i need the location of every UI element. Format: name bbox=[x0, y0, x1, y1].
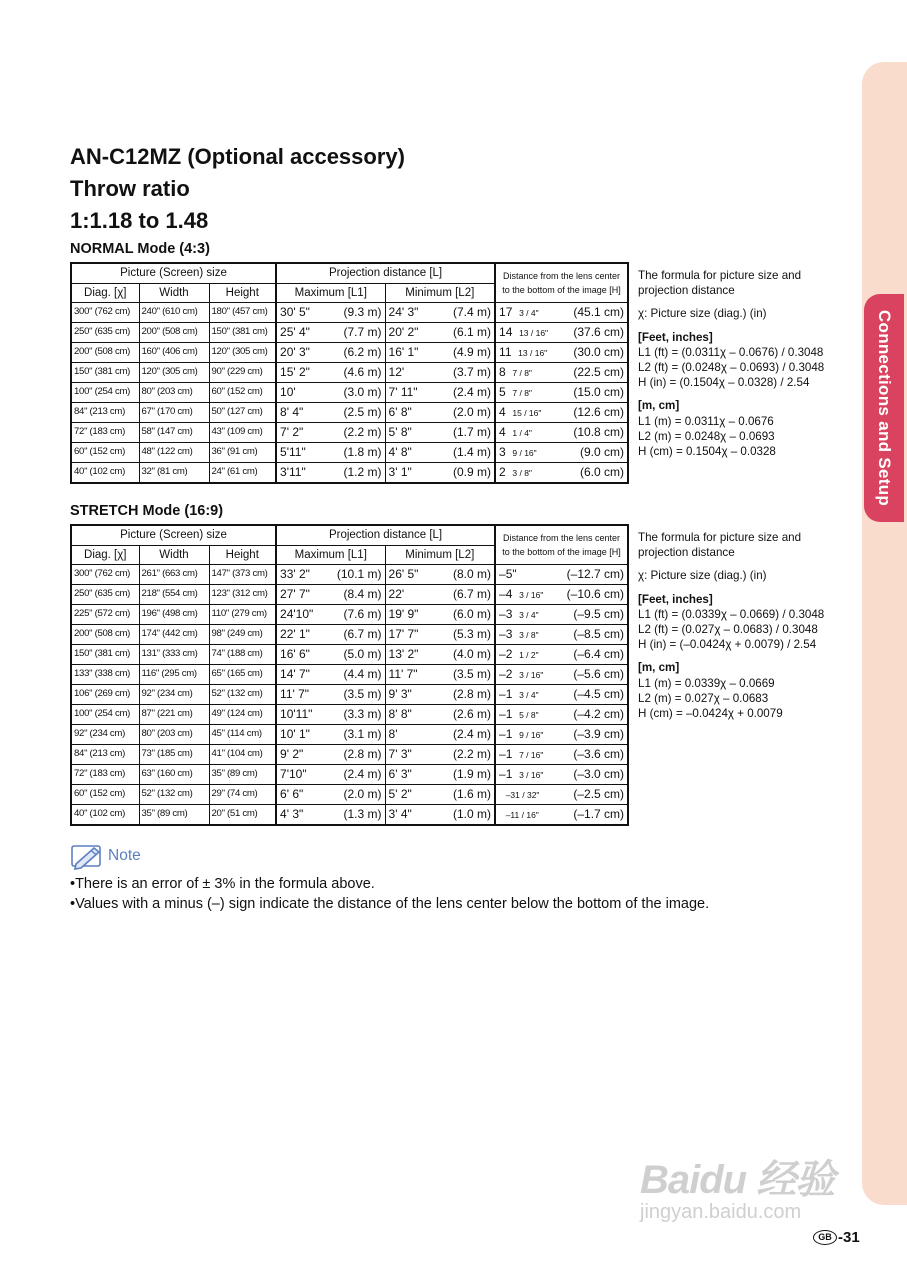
table-row bbox=[71, 764, 628, 784]
lens-distance-cell: 11 13 / 16" (30.0 cm) bbox=[495, 342, 628, 362]
width-cell: 48" (122 cm) bbox=[139, 442, 209, 462]
width-cell: 116" (295 cm) bbox=[139, 664, 209, 684]
diag-cell: 92" (234 cm) bbox=[71, 724, 139, 744]
max-distance-cell: 16' 6" (5.0 m) bbox=[276, 644, 385, 664]
max-distance-cell: 5'11" (1.8 m) bbox=[276, 442, 385, 462]
note-item: • Values with a minus (–) sign indicate the distance of the lens center below the bottom of the image. bbox=[70, 895, 709, 915]
max-distance-cell: 10' 1" (3.1 m) bbox=[276, 724, 385, 744]
formula-line: L1 (ft) = (0.0339χ – 0.0669) / 0.3048 bbox=[638, 607, 825, 621]
max-header: Maximum [L1] bbox=[276, 545, 385, 564]
page-title: AN-C12MZ (Optional accessory) bbox=[70, 144, 405, 169]
height-cell: 60" (152 cm) bbox=[209, 382, 276, 402]
width-cell: 200" (508 cm) bbox=[139, 322, 209, 342]
lens-distance-cell: –4 3 / 16" (–10.6 cm) bbox=[495, 584, 628, 604]
lens-distance-cell: –3 3 / 8" (–8.5 cm) bbox=[495, 624, 628, 644]
max-distance-cell: 10' (3.0 m) bbox=[276, 382, 385, 402]
stretch-formula bbox=[638, 530, 853, 721]
min-distance-cell: 19' 9" (6.0 m) bbox=[385, 604, 495, 624]
max-distance-cell: 9' 2" (2.8 m) bbox=[276, 744, 385, 764]
width-cell: 131" (333 cm) bbox=[139, 644, 209, 664]
min-distance-cell: 8' (2.4 m) bbox=[385, 724, 495, 744]
lens-distance-cell: 4 15 / 16" (12.6 cm) bbox=[495, 402, 628, 422]
formula-metric-title: [m, cm] bbox=[638, 661, 680, 675]
diag-cell: 133" (338 cm) bbox=[71, 664, 139, 684]
lens-distance-cell: 5 7 / 8" (15.0 cm) bbox=[495, 382, 628, 402]
height-cell: 74" (188 cm) bbox=[209, 644, 276, 664]
min-distance-cell: 3' 4" (1.0 m) bbox=[385, 804, 495, 825]
height-header: Height bbox=[209, 545, 276, 564]
width-cell: 63" (160 cm) bbox=[139, 764, 209, 784]
formula-feet-title: [Feet, inches] bbox=[638, 592, 713, 606]
max-distance-cell: 7' 2" (2.2 m) bbox=[276, 422, 385, 442]
throw-ratio-value: 1:1.18 to 1.48 bbox=[70, 208, 209, 233]
formula-intro: The formula for picture size and projection distance bbox=[638, 531, 802, 560]
width-header: Width bbox=[139, 283, 209, 302]
watermark-logo: Baidu 经验 bbox=[640, 1158, 835, 1202]
formula-line: L1 (m) = 0.0311χ – 0.0676 bbox=[638, 414, 774, 428]
min-distance-cell: 13' 2" (4.0 m) bbox=[385, 644, 495, 664]
width-cell: 218" (554 cm) bbox=[139, 584, 209, 604]
lens-distance-cell: 14 13 / 16" (37.6 cm) bbox=[495, 322, 628, 342]
max-distance-cell: 22' 1" (6.7 m) bbox=[276, 624, 385, 644]
table-row bbox=[71, 462, 628, 483]
formula-line: H (cm) = –0.0424χ + 0.0079 bbox=[638, 707, 783, 721]
picture-size-header: Picture (Screen) size bbox=[71, 263, 276, 283]
height-cell: 123" (312 cm) bbox=[209, 584, 276, 604]
section-tab bbox=[864, 294, 904, 522]
width-cell: 174" (442 cm) bbox=[139, 624, 209, 644]
min-distance-cell: 5' 8" (1.7 m) bbox=[385, 422, 495, 442]
diag-cell: 40" (102 cm) bbox=[71, 462, 139, 483]
table-row bbox=[71, 724, 628, 744]
width-cell: 67" (170 cm) bbox=[139, 402, 209, 422]
height-cell: 20" (51 cm) bbox=[209, 804, 276, 825]
max-distance-cell: 33' 2" (10.1 m) bbox=[276, 564, 385, 584]
width-cell: 32" (81 cm) bbox=[139, 462, 209, 483]
watermark bbox=[640, 1148, 834, 1224]
note-list bbox=[70, 875, 709, 914]
lens-distance-cell: –3 3 / 4" (–9.5 cm) bbox=[495, 604, 628, 624]
table-row bbox=[71, 624, 628, 644]
lens-distance-cell: –31 / 32" (–2.5 cm) bbox=[495, 784, 628, 804]
max-distance-cell: 30' 5" (9.3 m) bbox=[276, 302, 385, 322]
lens-distance-cell: 17 3 / 4" (45.1 cm) bbox=[495, 302, 628, 322]
height-cell: 49" (124 cm) bbox=[209, 704, 276, 724]
height-cell: 180" (457 cm) bbox=[209, 302, 276, 322]
width-cell: 261" (663 cm) bbox=[139, 564, 209, 584]
table-row bbox=[71, 784, 628, 804]
height-cell: 90" (229 cm) bbox=[209, 362, 276, 382]
diag-header: Diag. [χ] bbox=[71, 545, 139, 564]
diag-cell: 150" (381 cm) bbox=[71, 644, 139, 664]
lens-distance-cell: –1 3 / 4" (–4.5 cm) bbox=[495, 684, 628, 704]
table-row bbox=[71, 644, 628, 664]
table-row bbox=[71, 302, 628, 322]
max-distance-cell: 15' 2" (4.6 m) bbox=[276, 362, 385, 382]
table-row bbox=[71, 342, 628, 362]
width-cell: 35" (89 cm) bbox=[139, 804, 209, 825]
min-distance-cell: 4' 8" (1.4 m) bbox=[385, 442, 495, 462]
max-distance-cell: 10'11" (3.3 m) bbox=[276, 704, 385, 724]
width-cell: 87" (221 cm) bbox=[139, 704, 209, 724]
lens-distance-cell: –2 1 / 2" (–6.4 cm) bbox=[495, 644, 628, 664]
table-row bbox=[71, 704, 628, 724]
diag-cell: 72" (183 cm) bbox=[71, 764, 139, 784]
width-cell: 58" (147 cm) bbox=[139, 422, 209, 442]
min-distance-cell: 6' 3" (1.9 m) bbox=[385, 764, 495, 784]
height-cell: 52" (132 cm) bbox=[209, 684, 276, 704]
stretch-mode-table bbox=[70, 524, 629, 826]
min-header: Minimum [L2] bbox=[385, 545, 495, 564]
diag-cell: 40" (102 cm) bbox=[71, 804, 139, 825]
formula-feet-title: [Feet, inches] bbox=[638, 330, 713, 344]
height-cell: 35" (89 cm) bbox=[209, 764, 276, 784]
stretch-mode-title: STRETCH Mode (16:9) bbox=[70, 503, 224, 519]
min-distance-cell: 3' 1" (0.9 m) bbox=[385, 462, 495, 483]
table-row bbox=[71, 422, 628, 442]
diag-cell: 250" (635 cm) bbox=[71, 584, 139, 604]
max-distance-cell: 8' 4" (2.5 m) bbox=[276, 402, 385, 422]
diag-cell: 84" (213 cm) bbox=[71, 744, 139, 764]
formula-line: H (cm) = 0.1504χ – 0.0328 bbox=[638, 445, 776, 459]
formula-line: L2 (m) = 0.0248χ – 0.0693 bbox=[638, 429, 775, 443]
max-distance-cell: 24'10" (7.6 m) bbox=[276, 604, 385, 624]
normal-mode-title: NORMAL Mode (4:3) bbox=[70, 241, 210, 257]
table-row bbox=[71, 362, 628, 382]
width-cell: 120" (305 cm) bbox=[139, 362, 209, 382]
table-row bbox=[71, 664, 628, 684]
normal-mode-table bbox=[70, 262, 629, 484]
diag-cell: 250" (635 cm) bbox=[71, 322, 139, 342]
max-distance-cell: 3'11" (1.2 m) bbox=[276, 462, 385, 483]
note-label: Note bbox=[108, 847, 141, 864]
side-tab-background bbox=[862, 62, 907, 1205]
min-distance-cell: 6' 8" (2.0 m) bbox=[385, 402, 495, 422]
height-cell: 98" (249 cm) bbox=[209, 624, 276, 644]
formula-line: H (in) = (0.1504χ – 0.0328) / 2.54 bbox=[638, 376, 810, 390]
formula-intro: The formula for picture size and projection distance bbox=[638, 269, 802, 298]
table-row bbox=[71, 322, 628, 342]
table-row bbox=[71, 564, 628, 584]
diag-cell: 60" (152 cm) bbox=[71, 442, 139, 462]
height-cell: 43" (109 cm) bbox=[209, 422, 276, 442]
width-cell: 240" (610 cm) bbox=[139, 302, 209, 322]
pencil-note-icon bbox=[70, 842, 106, 870]
max-distance-cell: 11' 7" (3.5 m) bbox=[276, 684, 385, 704]
formula-line: L1 (m) = 0.0339χ – 0.0669 bbox=[638, 676, 775, 690]
height-cell: 120" (305 cm) bbox=[209, 342, 276, 362]
watermark-url: jingyan.baidu.com bbox=[640, 1201, 802, 1223]
formula-chi: χ: Picture size (diag.) (in) bbox=[638, 307, 767, 321]
formula-metric-title: [m, cm] bbox=[638, 399, 680, 413]
normal-formula bbox=[638, 268, 853, 459]
max-distance-cell: 20' 3" (6.2 m) bbox=[276, 342, 385, 362]
height-cell: 65" (165 cm) bbox=[209, 664, 276, 684]
note-header bbox=[70, 842, 141, 870]
diag-cell: 100" (254 cm) bbox=[71, 704, 139, 724]
height-cell: 29" (74 cm) bbox=[209, 784, 276, 804]
height-cell: 45" (114 cm) bbox=[209, 724, 276, 744]
height-header: Height bbox=[209, 283, 276, 302]
height-cell: 24" (61 cm) bbox=[209, 462, 276, 483]
diag-cell: 84" (213 cm) bbox=[71, 402, 139, 422]
formula-line: L1 (ft) = (0.0311χ – 0.0676) / 0.3048 bbox=[638, 345, 824, 359]
diag-cell: 300" (762 cm) bbox=[71, 302, 139, 322]
max-header: Maximum [L1] bbox=[276, 283, 385, 302]
width-cell: 80" (203 cm) bbox=[139, 724, 209, 744]
lens-distance-header: Distance from the lens center to the bottom of the image [H] bbox=[495, 263, 628, 302]
max-distance-cell: 6' 6" (2.0 m) bbox=[276, 784, 385, 804]
lens-distance-cell: –1 9 / 16" (–3.9 cm) bbox=[495, 724, 628, 744]
diag-cell: 60" (152 cm) bbox=[71, 784, 139, 804]
min-distance-cell: 11' 7" (3.5 m) bbox=[385, 664, 495, 684]
lens-distance-cell: 2 3 / 8" (6.0 cm) bbox=[495, 462, 628, 483]
table-row bbox=[71, 442, 628, 462]
min-distance-cell: 26' 5" (8.0 m) bbox=[385, 564, 495, 584]
min-distance-cell: 24' 3" (7.4 m) bbox=[385, 302, 495, 322]
throw-ratio-heading: Throw ratio bbox=[70, 176, 190, 201]
region-badge: GB bbox=[813, 1230, 837, 1245]
lens-distance-cell: 3 9 / 16" (9.0 cm) bbox=[495, 442, 628, 462]
lens-distance-cell: –5" (–12.7 cm) bbox=[495, 564, 628, 584]
height-cell: 110" (279 cm) bbox=[209, 604, 276, 624]
lens-distance-cell: –1 7 / 16" (–3.6 cm) bbox=[495, 744, 628, 764]
diag-cell: 200" (508 cm) bbox=[71, 342, 139, 362]
min-distance-cell: 22' (6.7 m) bbox=[385, 584, 495, 604]
max-distance-cell: 27' 7" (8.4 m) bbox=[276, 584, 385, 604]
diag-cell: 300" (762 cm) bbox=[71, 564, 139, 584]
page-number-text: -31 bbox=[838, 1229, 860, 1246]
width-cell: 92" (234 cm) bbox=[139, 684, 209, 704]
min-distance-cell: 9' 3" (2.8 m) bbox=[385, 684, 495, 704]
diag-cell: 106" (269 cm) bbox=[71, 684, 139, 704]
height-cell: 36" (91 cm) bbox=[209, 442, 276, 462]
lens-distance-cell: 4 1 / 4" (10.8 cm) bbox=[495, 422, 628, 442]
min-distance-cell: 5' 2" (1.6 m) bbox=[385, 784, 495, 804]
table-row bbox=[71, 584, 628, 604]
table-row bbox=[71, 604, 628, 624]
formula-line: L2 (m) = 0.027χ – 0.0683 bbox=[638, 691, 769, 705]
height-cell: 41" (104 cm) bbox=[209, 744, 276, 764]
max-distance-cell: 25' 4" (7.7 m) bbox=[276, 322, 385, 342]
formula-line: L2 (ft) = (0.027χ – 0.0683) / 0.3048 bbox=[638, 623, 818, 637]
max-distance-cell: 14' 7" (4.4 m) bbox=[276, 664, 385, 684]
min-header: Minimum [L2] bbox=[385, 283, 495, 302]
width-cell: 52" (132 cm) bbox=[139, 784, 209, 804]
min-distance-cell: 17' 7" (5.3 m) bbox=[385, 624, 495, 644]
table-row bbox=[71, 382, 628, 402]
width-cell: 160" (406 cm) bbox=[139, 342, 209, 362]
min-distance-cell: 20' 2" (6.1 m) bbox=[385, 322, 495, 342]
min-distance-cell: 7' 3" (2.2 m) bbox=[385, 744, 495, 764]
table-row bbox=[71, 402, 628, 422]
height-cell: 50" (127 cm) bbox=[209, 402, 276, 422]
width-cell: 80" (203 cm) bbox=[139, 382, 209, 402]
lens-distance-header: Distance from the lens center to the bottom of the image [H] bbox=[495, 525, 628, 564]
lens-distance-cell: –1 5 / 8" (–4.2 cm) bbox=[495, 704, 628, 724]
height-cell: 147" (373 cm) bbox=[209, 564, 276, 584]
width-header: Width bbox=[139, 545, 209, 564]
diag-header: Diag. [χ] bbox=[71, 283, 139, 302]
min-distance-cell: 16' 1" (4.9 m) bbox=[385, 342, 495, 362]
formula-line: H (in) = (–0.0424χ + 0.0079) / 2.54 bbox=[638, 638, 817, 652]
formula-chi: χ: Picture size (diag.) (in) bbox=[638, 569, 767, 583]
min-distance-cell: 7' 11" (2.4 m) bbox=[385, 382, 495, 402]
section-tab-label: Connections and Setup bbox=[875, 309, 894, 507]
min-distance-cell: 12' (3.7 m) bbox=[385, 362, 495, 382]
page-number bbox=[813, 1229, 860, 1246]
projection-distance-header: Projection distance [L] bbox=[276, 263, 495, 283]
height-cell: 150" (381 cm) bbox=[209, 322, 276, 342]
lens-distance-cell: 8 7 / 8" (22.5 cm) bbox=[495, 362, 628, 382]
width-cell: 196" (498 cm) bbox=[139, 604, 209, 624]
diag-cell: 225" (572 cm) bbox=[71, 604, 139, 624]
picture-size-header: Picture (Screen) size bbox=[71, 525, 276, 545]
table-row bbox=[71, 684, 628, 704]
diag-cell: 150" (381 cm) bbox=[71, 362, 139, 382]
diag-cell: 100" (254 cm) bbox=[71, 382, 139, 402]
diag-cell: 72" (183 cm) bbox=[71, 422, 139, 442]
min-distance-cell: 8' 8" (2.6 m) bbox=[385, 704, 495, 724]
max-distance-cell: 4' 3" (1.3 m) bbox=[276, 804, 385, 825]
lens-distance-cell: –1 3 / 16" (–3.0 cm) bbox=[495, 764, 628, 784]
table-row bbox=[71, 804, 628, 825]
projection-distance-header: Projection distance [L] bbox=[276, 525, 495, 545]
table-row bbox=[71, 744, 628, 764]
lens-distance-cell: –2 3 / 16" (–5.6 cm) bbox=[495, 664, 628, 684]
lens-distance-cell: –11 / 16" (–1.7 cm) bbox=[495, 804, 628, 825]
max-distance-cell: 7'10" (2.4 m) bbox=[276, 764, 385, 784]
note-item: • There is an error of ± 3% in the formula above. bbox=[70, 875, 709, 895]
diag-cell: 200" (508 cm) bbox=[71, 624, 139, 644]
width-cell: 73" (185 cm) bbox=[139, 744, 209, 764]
formula-line: L2 (ft) = (0.0248χ – 0.0693) / 0.3048 bbox=[638, 361, 825, 375]
